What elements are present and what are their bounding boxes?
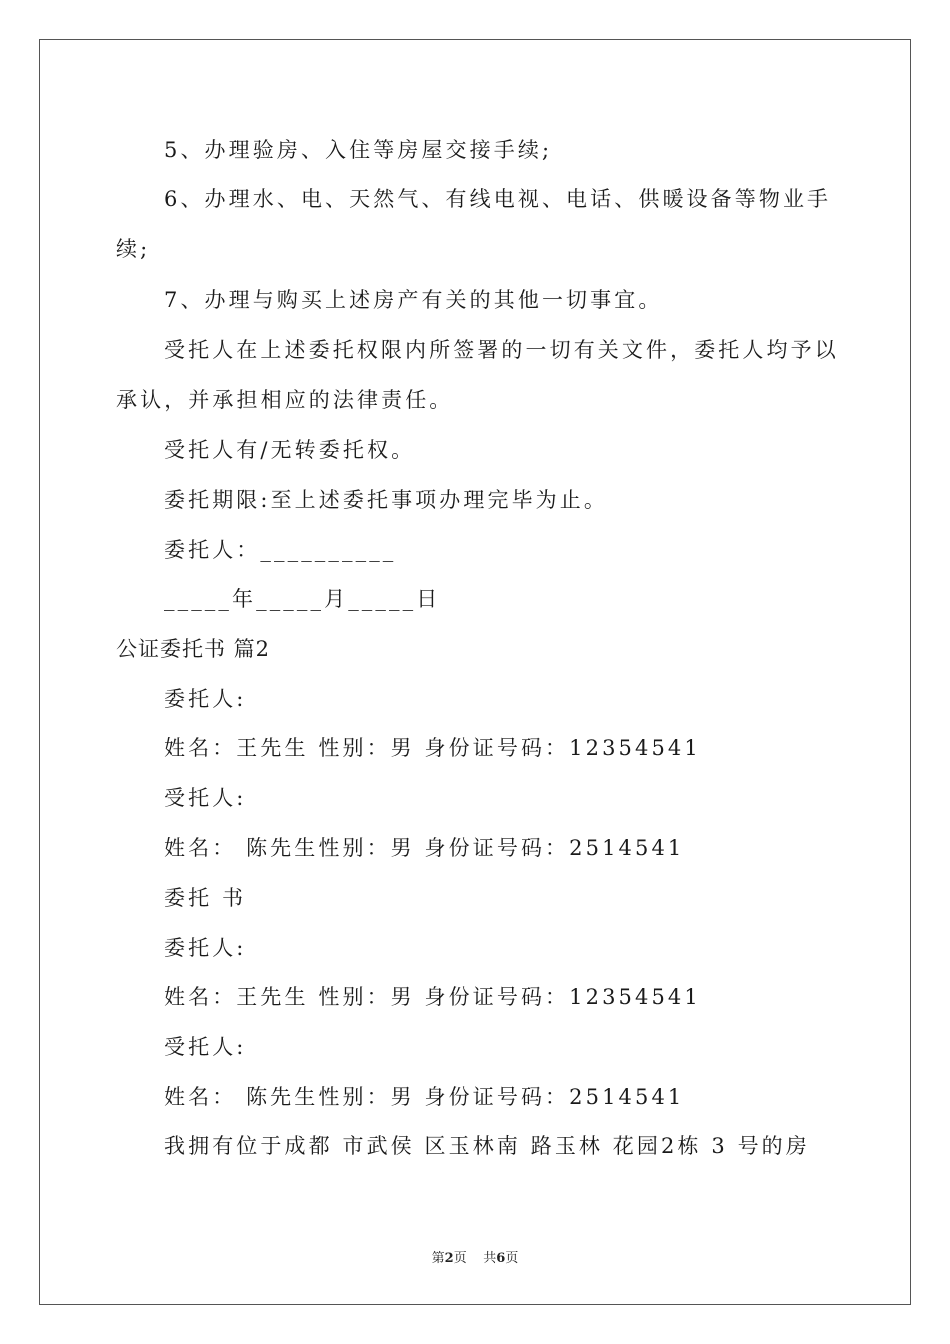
signature-line: 委托人：__________ (164, 538, 397, 562)
page-border (39, 39, 911, 1305)
text-line: 受托人在上述委托权限内所签署的一切有关文件，委托人均予以 (164, 338, 839, 362)
text-line: 委托人: (164, 936, 247, 960)
text-line: 受托人有/无转委托权。 (164, 438, 416, 462)
text-line: 6、办理水、电、天然气、有线电视、电话、供暖设备等物业手 (164, 187, 832, 211)
footer-total-prefix: 共 (483, 1251, 497, 1266)
text-line: 姓名： 陈先生性别：男 身份证号码：2514541 (164, 1085, 685, 1109)
text-line: 我拥有位于成都 市武侯 区玉林南 路玉林 花园2栋 3 号的房 (164, 1134, 810, 1158)
text-line: 姓名：王先生 性别：男 身份证号码：12354541 (164, 736, 701, 760)
text-line: 委托期限:至上述委托事项办理完毕为止。 (164, 488, 608, 512)
footer-page-number: 2 (444, 1251, 454, 1266)
section-heading: 公证委托书 篇2 (116, 637, 271, 661)
text-line: 受托人: (164, 1035, 247, 1059)
text-line: 受托人: (164, 786, 247, 810)
footer-page-prefix: 第 (431, 1251, 445, 1266)
date-line: _____年_____月_____日 (164, 587, 441, 611)
text-line: 姓名： 陈先生性别：男 身份证号码：2514541 (164, 836, 685, 860)
footer-total-pages: 6 (496, 1251, 506, 1266)
text-line: 5、办理验房、入住等房屋交接手续; (164, 138, 553, 162)
footer-total-suffix: 页 (505, 1251, 519, 1266)
text-line: 承认，并承担相应的法律责任。 (116, 388, 454, 412)
footer-page-suffix: 页 (453, 1251, 467, 1266)
text-line: 委托人: (164, 687, 247, 711)
text-line: 委托 书 (164, 886, 247, 910)
text-line: 7、办理与购买上述房产有关的其他一切事宜。 (164, 288, 663, 312)
text-line: 续; (116, 237, 151, 261)
page-footer (0, 1247, 950, 1266)
text-line: 姓名：王先生 性别：男 身份证号码：12354541 (164, 985, 701, 1009)
